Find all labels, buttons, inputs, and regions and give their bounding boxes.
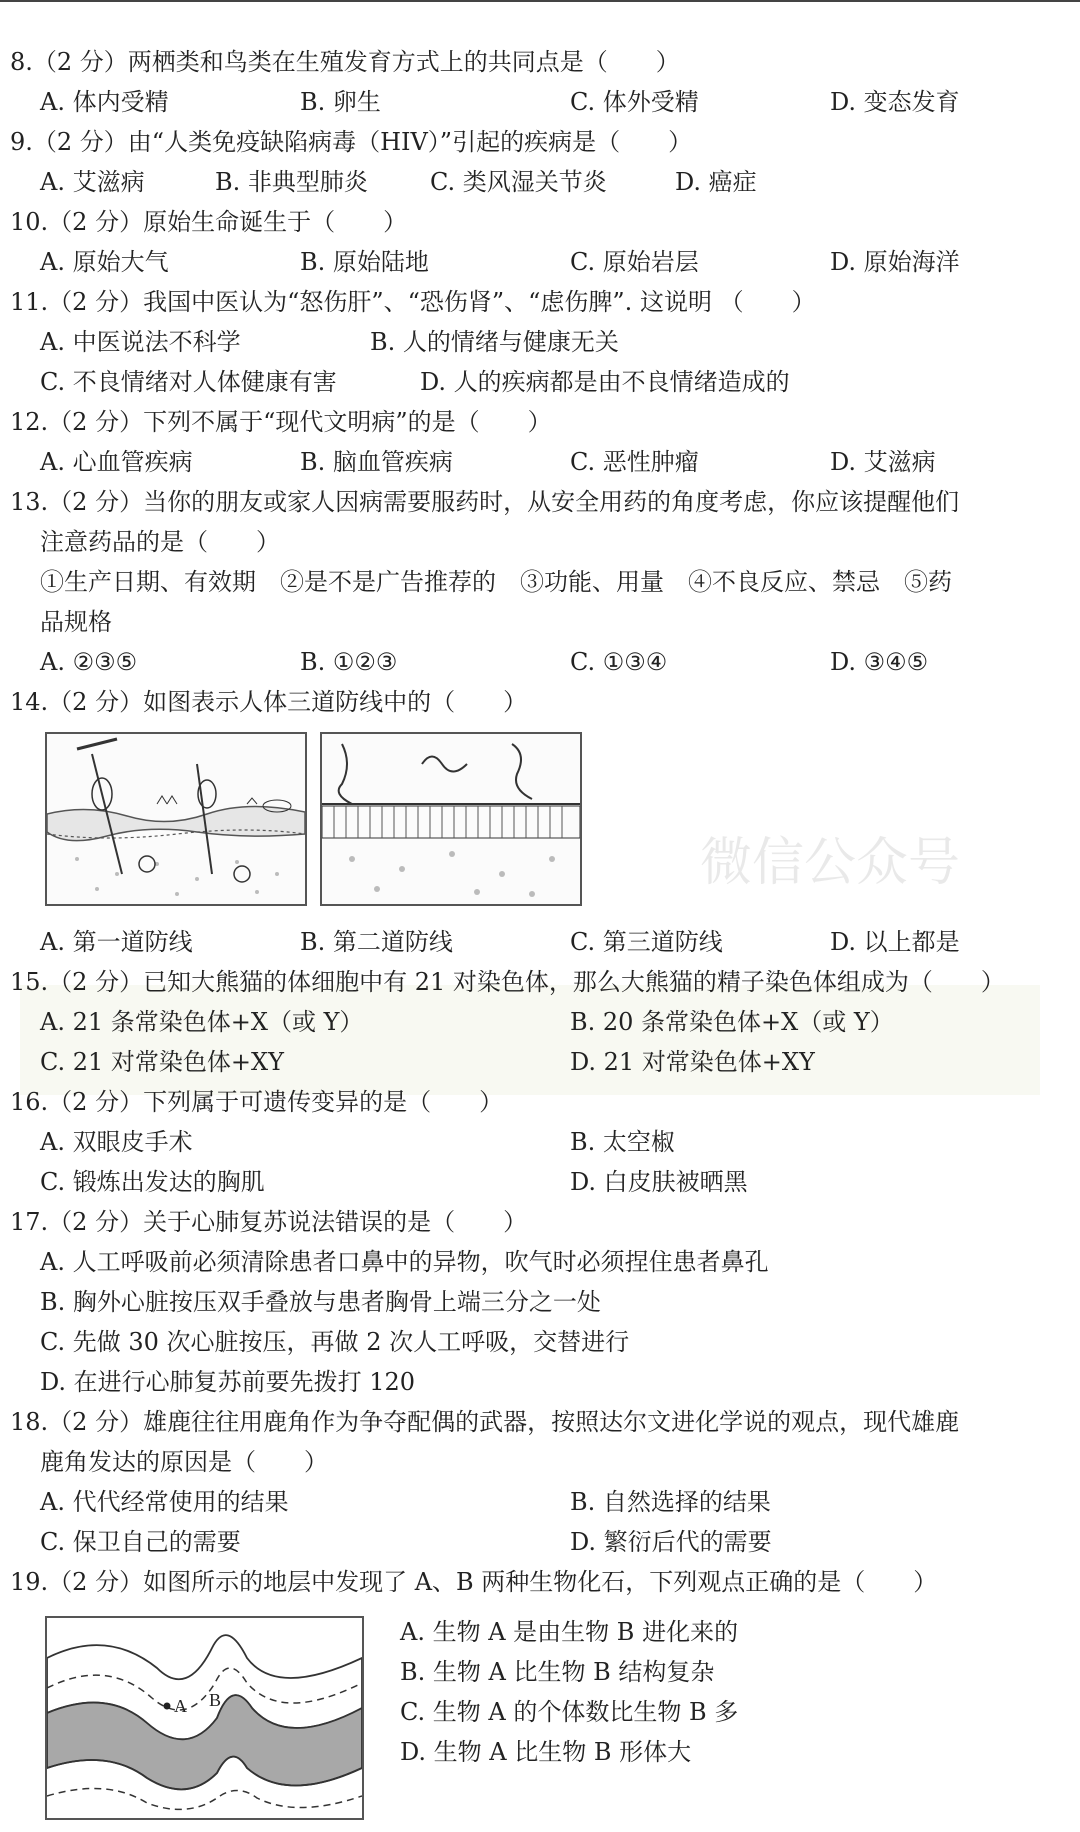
q13-option-b: B. ①②③ xyxy=(300,648,398,676)
q12-option-b: B. 脑血管疾病 xyxy=(300,448,453,476)
q9-options xyxy=(10,162,1070,202)
top-rule xyxy=(0,0,1080,2)
q11-option-a: A. 中医说法不科学 xyxy=(40,328,241,356)
q15-options-row2 xyxy=(10,1042,1070,1082)
q16-option-a: A. 双眼皮手术 xyxy=(40,1128,193,1156)
q12-stem: 12.（2 分）下列不属于“现代文明病”的是（ ） xyxy=(10,408,552,436)
q14-option-d: D. 以上都是 xyxy=(830,928,960,956)
q13-items: ①生产日期、有效期 ②是不是广告推荐的 ③功能、用量 ④不良反应、禁忌 ⑤药 xyxy=(40,568,952,596)
q17-option-d: D. 在进行心肺复苏前要先拨打 120 xyxy=(40,1368,416,1396)
exam-page xyxy=(10,42,1070,1832)
q16-stem: 16.（2 分）下列属于可遗传变异的是（ ） xyxy=(10,1088,504,1116)
q11-option-b: B. 人的情绪与健康无关 xyxy=(370,328,619,356)
q18-stem: 18.（2 分）雄鹿往往用鹿角作为争夺配偶的武器，按照达尔文进化学说的观点，现代雄鹿 xyxy=(10,1408,960,1436)
q11-option-d: D. 人的疾病都是由不良情绪造成的 xyxy=(420,368,790,396)
q18-option-b: B. 自然选择的结果 xyxy=(570,1488,771,1516)
q8-option-b: B. 卵生 xyxy=(300,88,381,116)
q17-option-a: A. 人工呼吸前必须清除患者口鼻中的异物，吹气时必须捏住患者鼻孔 xyxy=(40,1248,769,1276)
q13-items-cont: 品规格 xyxy=(40,608,112,636)
q17-option-b: B. 胸外心脏按压双手叠放与患者胸骨上端三分之一处 xyxy=(40,1288,601,1316)
q8-option-d: D. 变态发育 xyxy=(830,88,960,116)
q13-option-d: D. ③④⑤ xyxy=(830,648,929,676)
q9-stem: 9.（2 分）由“人类免疫缺陷病毒（HIV）”引起的疾病是（ ） xyxy=(10,128,693,156)
q9-option-d: D. 癌症 xyxy=(675,168,757,196)
q10-stem: 10.（2 分）原始生命诞生于（ ） xyxy=(10,208,408,236)
q12-option-a: A. 心血管疾病 xyxy=(40,448,193,476)
q11-options-row2 xyxy=(10,362,1070,402)
q19-option-b: B. 生物 A 比生物 B 结构复杂 xyxy=(400,1658,715,1686)
q17-option-c: C. 先做 30 次心脏按压，再做 2 次人工呼吸，交替进行 xyxy=(40,1328,630,1356)
q12-option-d: D. 艾滋病 xyxy=(830,448,936,476)
q13-stem: 13.（2 分）当你的朋友或家人因病需要服药时，从安全用药的角度考虑，你应该提醒他们 xyxy=(10,488,960,516)
q14-stem: 14.（2 分）如图表示人体三道防线中的（ ） xyxy=(10,688,528,716)
q15-options-row1 xyxy=(10,1002,1070,1042)
q14-options xyxy=(10,922,1070,962)
q15-option-a: A. 21 条常染色体+X（或 Y） xyxy=(40,1008,364,1036)
q18-options-row1 xyxy=(10,1482,1070,1522)
q19-figure-strata xyxy=(45,1616,364,1820)
q14-option-c: C. 第三道防线 xyxy=(570,928,723,956)
q14-figure-mucosa xyxy=(320,732,582,906)
q14-figures xyxy=(10,722,1070,922)
q9-option-c: C. 类风湿关节炎 xyxy=(430,168,607,196)
q10-option-c: C. 原始岩层 xyxy=(570,248,699,276)
q17-stem: 17.（2 分）关于心肺复苏说法错误的是（ ） xyxy=(10,1208,528,1236)
q18-options-row2 xyxy=(10,1522,1070,1562)
fossil-label-a: A xyxy=(174,1696,187,1716)
q15-stem: 15.（2 分）已知大熊猫的体细胞中有 21 对染色体，那么大熊猫的精子染色体组成为（ ） xyxy=(10,968,1005,996)
q18-option-c: C. 保卫自己的需要 xyxy=(40,1528,241,1556)
q19-options xyxy=(400,1612,738,1772)
rock-strata-icon xyxy=(47,1618,362,1818)
q14-option-b: B. 第二道防线 xyxy=(300,928,453,956)
q16-options-row2 xyxy=(10,1162,1070,1202)
q8-stem: 8.（2 分）两栖类和鸟类在生殖发育方式上的共同点是（ ） xyxy=(10,48,680,76)
q15-option-b: B. 20 条常染色体+X（或 Y） xyxy=(570,1008,894,1036)
q13-option-c: C. ①③④ xyxy=(570,648,668,676)
q16-option-b: B. 太空椒 xyxy=(570,1128,675,1156)
q15-option-d: D. 21 对常染色体+XY xyxy=(570,1048,815,1076)
mucosa-diagram-icon xyxy=(322,734,580,904)
q15-option-c: C. 21 对常染色体+XY xyxy=(40,1048,284,1076)
q18-stem-cont: 鹿角发达的原因是（ ） xyxy=(40,1448,328,1476)
q11-options-row1 xyxy=(10,322,1070,362)
q8-option-a: A. 体内受精 xyxy=(40,88,169,116)
q14-figure-skin xyxy=(45,732,307,906)
q19-option-d: D. 生物 A 比生物 B 形体大 xyxy=(400,1738,692,1766)
q13-option-a: A. ②③⑤ xyxy=(40,648,138,676)
q8-option-c: C. 体外受精 xyxy=(570,88,699,116)
q13-stem-cont: 注意药品的是（ ） xyxy=(40,528,280,556)
q18-option-a: A. 代代经常使用的结果 xyxy=(40,1488,289,1516)
q16-options-row1 xyxy=(10,1122,1070,1162)
q13-options xyxy=(10,642,1070,682)
q9-option-b: B. 非典型肺炎 xyxy=(215,168,368,196)
q10-options xyxy=(10,242,1070,282)
q16-option-d: D. 白皮肤被晒黑 xyxy=(570,1168,748,1196)
q10-option-d: D. 原始海洋 xyxy=(830,248,960,276)
watermark-text: 微信公众号 xyxy=(700,833,961,893)
q19-body xyxy=(10,1602,1070,1832)
q8-options xyxy=(10,82,1070,122)
q18-option-d: D. 繁衍后代的需要 xyxy=(570,1528,772,1556)
q10-option-b: B. 原始陆地 xyxy=(300,248,429,276)
q14-option-a: A. 第一道防线 xyxy=(40,928,193,956)
q12-options xyxy=(10,442,1070,482)
q12-option-c: C. 恶性肿瘤 xyxy=(570,448,699,476)
q19-stem: 19.（2 分）如图所示的地层中发现了 A、B 两种生物化石，下列观点正确的是（ ） xyxy=(10,1568,938,1596)
q11-stem: 11.（2 分）我国中医认为“怒伤肝”、“恐伤肾”、“虑伤脾”. 这说明 （ ） xyxy=(10,288,816,316)
fossil-label-b: B xyxy=(209,1690,222,1710)
q19-option-c: C. 生物 A 的个体数比生物 B 多 xyxy=(400,1698,739,1726)
q16-option-c: C. 锻炼出发达的胸肌 xyxy=(40,1168,265,1196)
q10-option-a: A. 原始大气 xyxy=(40,248,169,276)
skin-diagram-icon xyxy=(47,734,305,904)
q9-option-a: A. 艾滋病 xyxy=(40,168,145,196)
q19-option-a: A. 生物 A 是由生物 B 进化来的 xyxy=(400,1618,739,1646)
q11-option-c: C. 不良情绪对人体健康有害 xyxy=(40,368,337,396)
